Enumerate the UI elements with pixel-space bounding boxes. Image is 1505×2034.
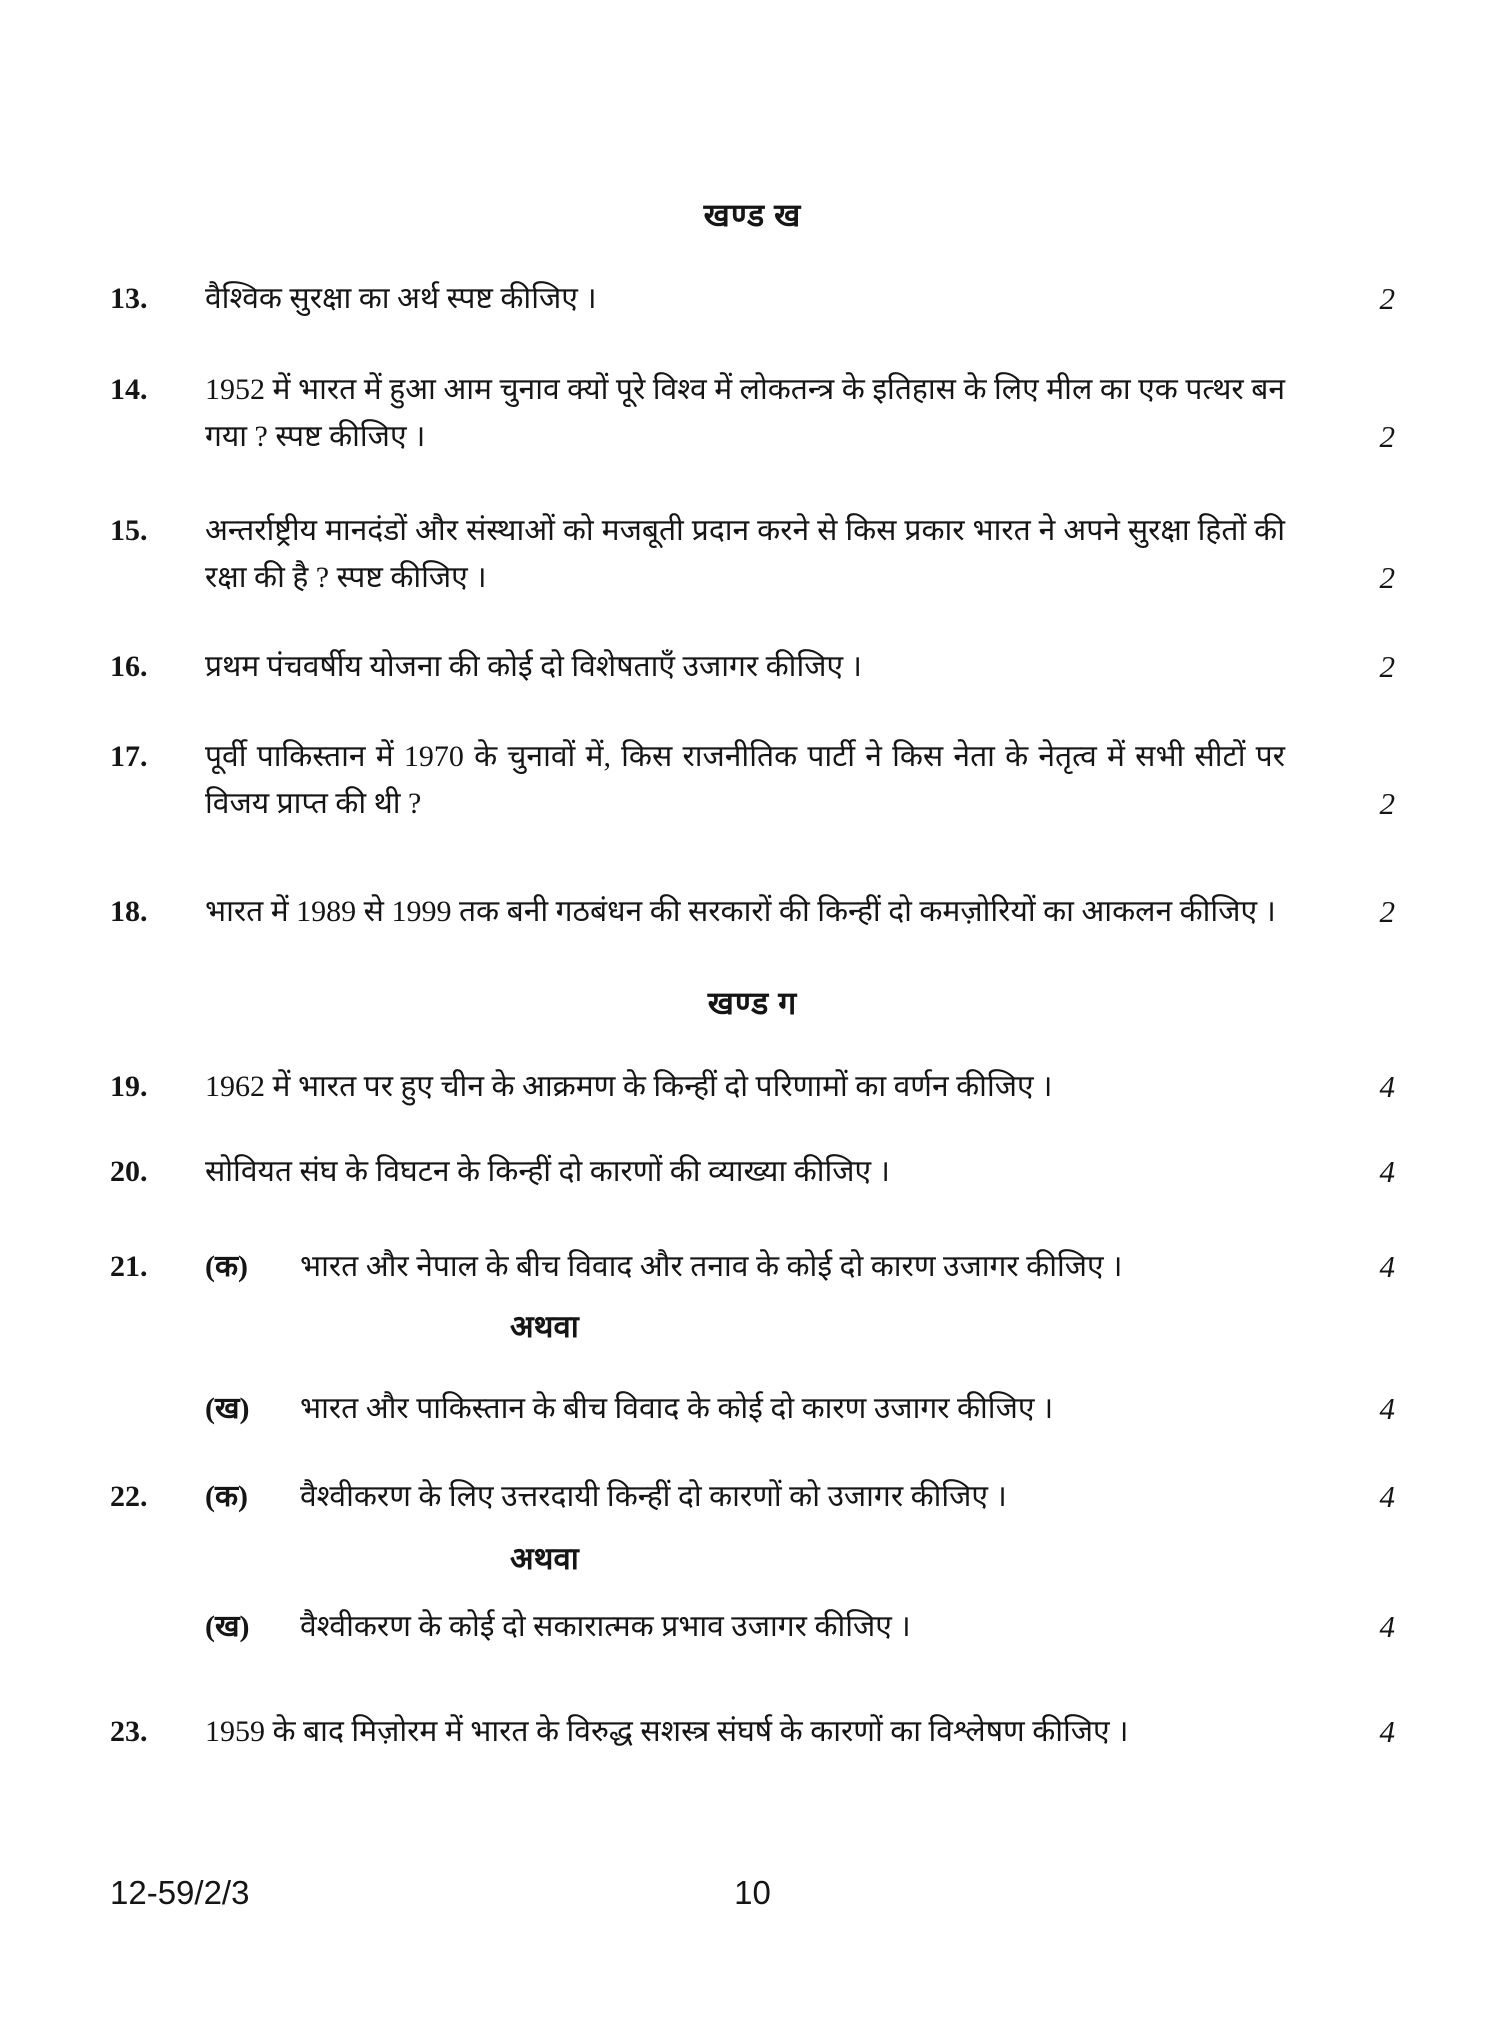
section-b-heading: खण्ड ख <box>703 197 802 233</box>
question-19-number: 19. <box>110 1070 148 1103</box>
question-14-text: 1952 में भारत में हुआ आम चुनाव क्यों पूरे विश्व में लोकतन्त्र के इतिहास के लिए मील का एक पत्थर बन गया ? स्पष्ट कीजिए । <box>205 373 1285 453</box>
question-22-part-b <box>110 1603 1395 1650</box>
paper-code: 12-59/2/3 <box>110 1874 250 1911</box>
question-22-part-b-number-spacer <box>110 1603 205 1650</box>
question-22-part-b-label: (ख) <box>205 1610 250 1643</box>
question-23-text: 1959 के बाद मिज़ोरम में भारत के विरुद्ध सशस्त्र संघर्ष के कारणों का विश्लेषण कीजिए । <box>205 1715 1129 1748</box>
question-16 <box>110 643 1395 690</box>
question-17-marks: 2 <box>1379 786 1395 821</box>
question-18 <box>110 883 1395 941</box>
question-13-marks: 2 <box>1379 281 1395 316</box>
question-21-part-b-number-spacer <box>110 1385 205 1432</box>
question-22-part-a <box>110 1473 1395 1520</box>
question-18-text: भारत में 1989 से 1999 तक बनी गठबंधन की सरकारों की किन्हीं दो कमज़ोरियों का आकलन कीजिए । <box>205 895 1276 928</box>
question-17 <box>110 733 1395 827</box>
question-20-text: सोवियत संघ के विघटन के किन्हीं दो कारणों की व्याख्या कीजिए । <box>205 1155 891 1188</box>
question-16-marks: 2 <box>1379 649 1395 684</box>
question-21-part-a-text: भारत और नेपाल के बीच विवाद और तनाव के कोई दो कारण उजागर कीजिए । <box>300 1250 1123 1283</box>
question-19-text: 1962 में भारत पर हुए चीन के आक्रमण के किन्हीं दो परिणामों का वर्णन कीजिए । <box>205 1070 1053 1103</box>
question-21-part-b-marks: 4 <box>1379 1391 1395 1426</box>
question-20-marks: 4 <box>1379 1154 1395 1189</box>
question-16-number: 16. <box>110 650 148 683</box>
question-15 <box>110 507 1395 601</box>
question-13 <box>110 275 1395 322</box>
question-15-number: 15. <box>110 514 148 547</box>
question-15-marks: 2 <box>1379 560 1395 595</box>
or-label-question-22: अथवा <box>510 1541 579 1576</box>
question-18-marks: 2 <box>1379 894 1395 929</box>
question-17-number: 17. <box>110 740 148 773</box>
question-14-number: 14. <box>110 373 148 406</box>
page-number: 10 <box>734 1874 771 1911</box>
question-13-text: वैश्विक सुरक्षा का अर्थ स्पष्ट कीजिए । <box>205 282 597 315</box>
question-23-number: 23. <box>110 1715 148 1748</box>
question-19-marks: 4 <box>1379 1069 1395 1104</box>
question-22-part-b-marks: 4 <box>1379 1609 1395 1644</box>
page-footer <box>0 1868 1505 1918</box>
question-19 <box>110 1063 1395 1110</box>
question-21-part-a <box>110 1243 1395 1290</box>
question-22-part-a-text: वैश्वीकरण के लिए उत्तरदायी किन्हीं दो कारणों को उजागर कीजिए । <box>300 1480 1007 1513</box>
question-14 <box>110 366 1395 460</box>
question-14-marks: 2 <box>1379 419 1395 454</box>
question-21-number: 21. <box>110 1250 148 1283</box>
question-15-text: अन्तर्राष्ट्रीय मानदंडों और संस्थाओं को मजबूती प्रदान करने से किस प्रकार भारत ने अपने सुरक्षा हितों की रक्षा की है ? स्पष्ट कीजिए । <box>205 514 1285 594</box>
question-22-part-a-marks: 4 <box>1379 1479 1395 1514</box>
question-21-part-b <box>110 1385 1395 1432</box>
section-c-heading: खण्ड ग <box>707 985 798 1021</box>
question-22-number: 22. <box>110 1480 148 1513</box>
or-label-question-21: अथवा <box>510 1309 579 1344</box>
question-21-part-b-label: (ख) <box>205 1392 250 1425</box>
question-21-part-a-marks: 4 <box>1379 1249 1395 1284</box>
question-20-number: 20. <box>110 1155 148 1188</box>
question-21-part-a-label: (क) <box>205 1250 249 1283</box>
question-20 <box>110 1148 1395 1195</box>
question-22-part-a-label: (क) <box>205 1480 249 1513</box>
question-21-part-b-text: भारत और पाकिस्तान के बीच विवाद के कोई दो कारण उजागर कीजिए । <box>300 1392 1054 1425</box>
question-13-number: 13. <box>110 282 148 315</box>
question-16-text: प्रथम पंचवर्षीय योजना की कोई दो विशेषताएँ उजागर कीजिए । <box>205 650 862 683</box>
question-17-text: पूर्वी पाकिस्तान में 1970 के चुनावों में, किस राजनीतिक पार्टी ने किस नेता के नेतृत्व में सभी सीटों पर विजय प्राप्त की थी ? <box>205 740 1285 820</box>
question-18-number: 18. <box>110 895 148 928</box>
question-23 <box>110 1708 1395 1755</box>
question-23-marks: 4 <box>1379 1714 1395 1749</box>
question-22-part-b-text: वैश्वीकरण के कोई दो सकारात्मक प्रभाव उजागर कीजिए । <box>300 1610 911 1643</box>
